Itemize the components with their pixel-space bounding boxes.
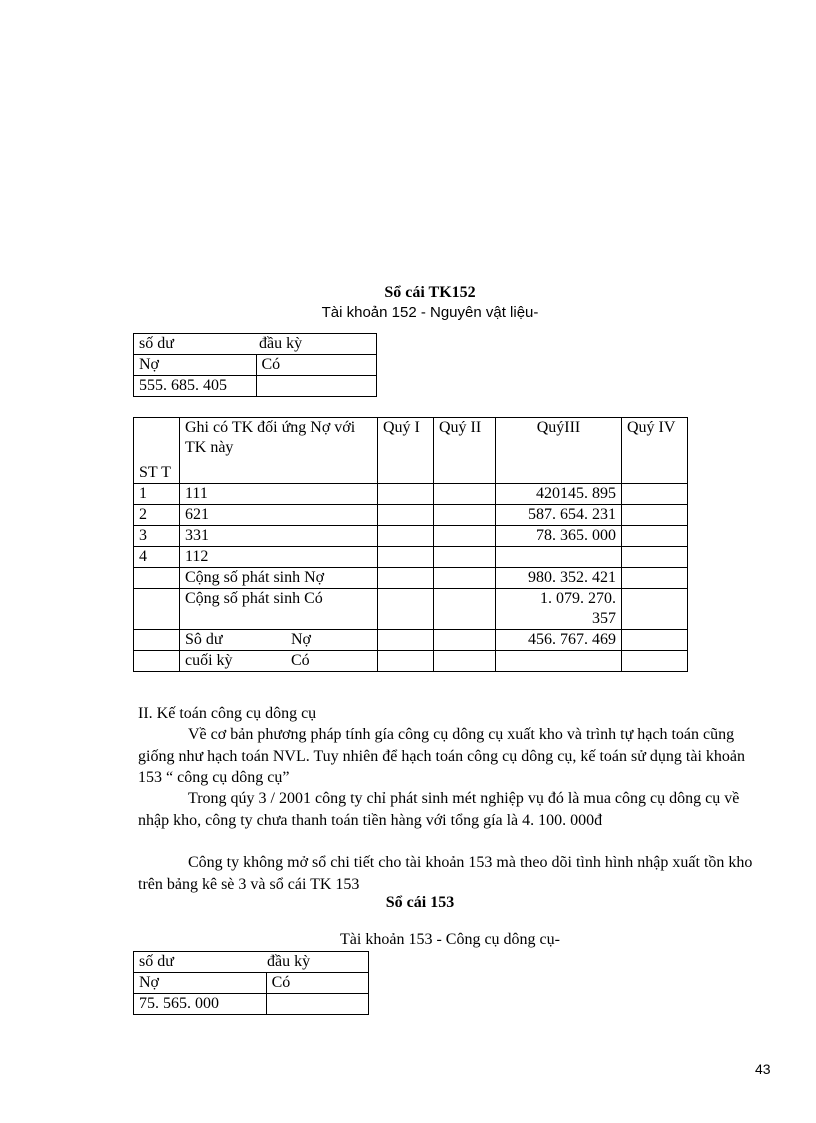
closing-label1b: Nợ — [291, 631, 312, 648]
table-row — [134, 526, 688, 547]
row-stt: 2 — [134, 505, 180, 526]
row-q3: 1. 079. 270. 357 — [496, 589, 622, 630]
opening-label-right: đầu kỳ — [259, 335, 303, 352]
table-row — [134, 589, 688, 630]
row-q3: 980. 352. 421 — [496, 568, 622, 589]
header-q4: Quý IV — [622, 418, 688, 484]
header-q1: Quý I — [378, 418, 434, 484]
row-stt: 3 — [134, 526, 180, 547]
closing-label1: Sô dư — [185, 631, 223, 648]
closing-q3-debit: 456. 767. 469 — [496, 630, 622, 651]
table-row — [134, 547, 688, 568]
table-row — [134, 568, 688, 589]
row-desc: 111 — [180, 484, 378, 505]
ledger153-subtitle: Tài khoản 153 - Công cụ dông cụ- — [340, 931, 560, 948]
row-desc: 112 — [180, 547, 378, 568]
row-q3 — [496, 547, 622, 568]
row-stt — [134, 589, 180, 630]
opening-credit-label: Có — [256, 355, 377, 376]
opening-debit-label: Nợ — [134, 355, 257, 376]
opening-debit-value: 555. 685. 405 — [134, 376, 257, 397]
table-row — [134, 484, 688, 505]
section-paragraph-1: Về cơ bản phương pháp tính gía công cụ dông cụ xuất kho và trình tự hạch toán cũng giống như hạch toán NVL. Tuy nhiên để hạch toán công cụ dông cụ, kế toán sử dụng tài khoản 153 “ công cụ dông cụ” — [138, 726, 746, 786]
opening-debit-label: Nợ — [134, 973, 267, 994]
header-stt: ST T — [134, 418, 180, 484]
opening-credit-value — [256, 376, 377, 397]
row-stt: 1 — [134, 484, 180, 505]
opening-label-left: số dư — [139, 953, 174, 970]
ledger152-opening-table — [133, 333, 377, 397]
section-paragraph-2: Trong qúy 3 / 2001 công ty chỉ phát sinh mét nghiệp vụ đó là mua công cụ dông cụ về nhập kho, công ty chưa thanh toán tiền hàng với tổng gía là 4. 100. 000đ — [138, 790, 740, 829]
ledger153-title: Sổ cái 153 — [385, 894, 455, 911]
page-number: 43 — [755, 1061, 771, 1077]
row-desc: Cộng số phát sinh Nợ — [180, 568, 378, 589]
opening-credit-value — [266, 994, 368, 1015]
header-desc: Ghi có TK đối ứng Nợ với TK này — [180, 418, 378, 484]
row-desc: 331 — [180, 526, 378, 547]
closing-label-debit — [180, 630, 378, 651]
row-desc: 621 — [180, 505, 378, 526]
closing-row-debit — [134, 630, 688, 651]
section-heading: II. Kế toán công cụ dông cụ — [138, 705, 317, 722]
header-q3: QuýIII — [496, 418, 622, 484]
row-q3: 420145. 895 — [496, 484, 622, 505]
opening-credit-label: Có — [266, 973, 368, 994]
closing-label2: cuối kỳ — [185, 652, 233, 669]
opening-label-row — [134, 334, 377, 355]
opening-label-right: đầu kỳ — [267, 953, 311, 970]
ledger152-main-table — [133, 417, 688, 672]
opening-label-row — [134, 952, 369, 973]
closing-label2b: Có — [291, 652, 310, 669]
header-q2: Quý II — [434, 418, 496, 484]
ledger153-opening-table — [133, 951, 369, 1015]
row-stt: 4 — [134, 547, 180, 568]
opening-label-left: số dư — [139, 335, 174, 352]
ledger152-title: Sổ cái TK152 — [384, 284, 476, 301]
row-q3: 587. 654. 231 — [496, 505, 622, 526]
row-desc: Cộng số phát sinh Có — [180, 589, 378, 630]
ledger152-subtitle: Tài khoản 152 - Nguyên vật liệu- — [321, 304, 539, 321]
section-paragraph-3: Công ty không mở sổ chi tiết cho tài khoản 153 mà theo dõi tình hình nhập xuất tồn kho trên bảng kê sè 3 và sổ cái TK 153 — [138, 854, 753, 893]
table-row — [134, 505, 688, 526]
closing-row-credit — [134, 651, 688, 672]
opening-debit-value: 75. 565. 000 — [134, 994, 267, 1015]
row-q3: 78. 365. 000 — [496, 526, 622, 547]
table-header-row — [134, 418, 688, 484]
row-stt — [134, 568, 180, 589]
closing-label-credit — [180, 651, 378, 672]
